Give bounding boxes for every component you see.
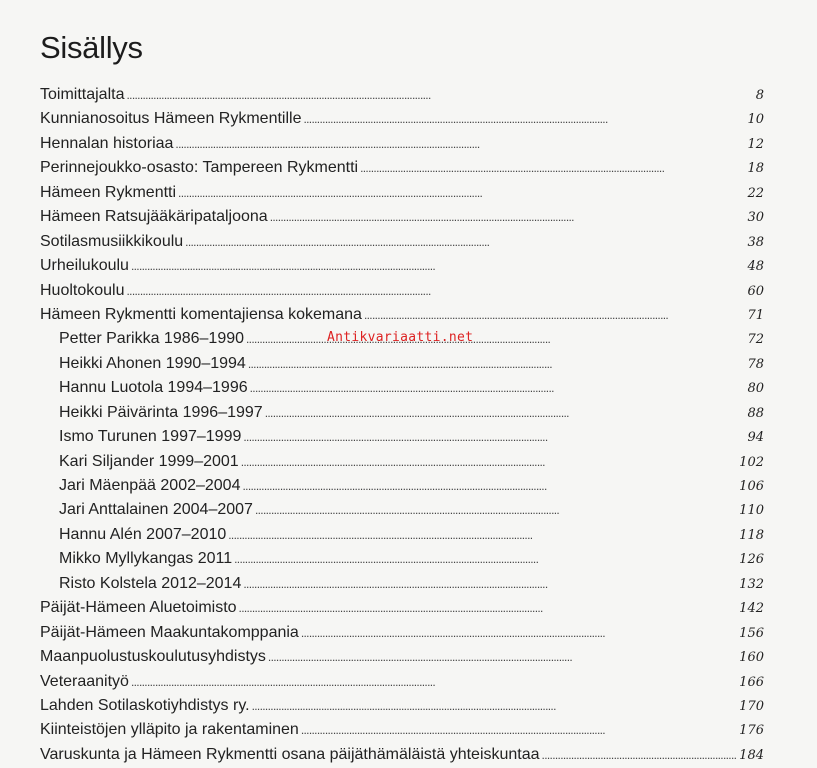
toc-entry-label: Sotilasmusiikkikoulu (40, 232, 184, 250)
toc-entry (40, 254, 764, 278)
toc-entry (40, 621, 764, 645)
toc-entry-page: 80 (747, 381, 764, 397)
toc-subentry (40, 352, 764, 376)
toc-entry (40, 205, 764, 229)
toc-entry-label: Päijät-Hämeen Maakuntakomppania (40, 623, 299, 641)
dot-leader (228, 523, 737, 547)
dot-leader (126, 83, 753, 107)
dot-leader (241, 450, 737, 474)
toc-entry-page: 88 (747, 405, 764, 421)
toc-entry-label: Kunnianosoitus Hämeen Rykmentille (40, 110, 302, 128)
dot-leader (131, 254, 746, 278)
dot-leader (301, 718, 737, 742)
toc-entry-page: 102 (739, 454, 764, 470)
toc-entry-page: 170 (739, 698, 764, 714)
toc-subentry (40, 425, 764, 449)
toc-entry-label: Kari Siljander 1999–2001 (59, 452, 239, 470)
dot-leader (303, 107, 745, 131)
dot-leader (542, 743, 738, 767)
toc-subentry (40, 498, 764, 522)
toc-entry-label: Urheilukoulu (40, 257, 129, 275)
toc-entry (40, 596, 764, 620)
toc-entry-label: Hämeen Ratsujääkäripataljoona (40, 208, 268, 226)
toc-entry-label: Hämeen Rykmentti (40, 183, 177, 201)
dot-leader (268, 645, 737, 669)
dot-leader (248, 352, 746, 376)
dot-leader (234, 547, 737, 571)
toc-entry-page: 10 (747, 112, 764, 128)
dot-leader (301, 621, 737, 645)
dot-leader (243, 425, 745, 449)
toc-entry-label: Päijät-Hämeen Aluetoimisto (40, 599, 237, 617)
dot-leader (185, 230, 745, 254)
toc-entry (40, 718, 764, 742)
toc-entry-page: 48 (747, 259, 764, 275)
toc-entry-label: Hämeen Rykmentti komentajiensa kokemana (40, 305, 362, 323)
toc-entry-page: 94 (747, 430, 764, 446)
dot-leader (270, 205, 746, 229)
toc-entry-label: Toimittajalta (40, 86, 125, 103)
toc-subentry (40, 401, 764, 425)
toc-subentry (40, 572, 764, 596)
toc-subentry (40, 376, 764, 400)
dot-leader (178, 181, 745, 205)
toc-entry-label: Huoltokoulu (40, 281, 125, 299)
toc-entry-label: Hennalan historiaa (40, 134, 174, 152)
toc-entry (40, 670, 764, 694)
page-title: Sisällys (40, 30, 143, 65)
toc-entry-page: 8 (755, 88, 764, 103)
dot-leader (252, 694, 738, 718)
toc-entry (40, 743, 764, 767)
dot-leader (265, 401, 746, 425)
toc-subentry (40, 523, 764, 547)
toc-entry-label: Mikko Myllykangas 2011 (59, 550, 233, 568)
toc-entry-page: 160 (739, 650, 764, 666)
toc-entry-label: Ismo Turunen 1997–1999 (59, 428, 242, 446)
toc-entry-page: 156 (739, 625, 764, 641)
toc-entry-page: 132 (739, 576, 764, 592)
toc-subentry (40, 547, 764, 571)
toc-entry-page: 78 (747, 356, 764, 372)
dot-leader (246, 327, 745, 351)
toc-entry-label: Lahden Sotilaskotiyhdistys ry. (40, 696, 250, 714)
toc-entry (40, 132, 764, 156)
dot-leader (250, 376, 746, 400)
toc-entry-label: Jari Mäenpää 2002–2004 (59, 477, 241, 494)
toc-entry (40, 645, 764, 669)
toc-entry-page: 126 (739, 552, 764, 568)
toc-entry (40, 303, 764, 327)
toc-subentry (40, 474, 764, 498)
watermark-text: Antikvariaatti.net (327, 330, 474, 345)
toc-entry-page: 176 (739, 723, 764, 739)
toc-entry-label: Jari Anttalainen 2004–2007 (59, 501, 253, 519)
toc-entry-page: 72 (747, 332, 764, 348)
toc-entry-label: Petter Parikka 1986–1990 (59, 330, 245, 348)
toc-entry (40, 156, 764, 180)
toc-entry-page: 166 (739, 674, 764, 690)
toc-entry-page: 71 (747, 307, 764, 323)
toc-entry (40, 279, 764, 303)
toc-subentry (40, 450, 764, 474)
toc-entry (40, 83, 764, 107)
toc-entry (40, 181, 764, 205)
toc-entry-label: Perinnejoukko-osasto: Tampereen Rykmentti (40, 159, 359, 177)
dot-leader (360, 156, 745, 180)
toc-entry-label: Risto Kolstela 2012–2014 (59, 574, 242, 592)
dot-leader (243, 572, 737, 596)
dot-leader (364, 303, 746, 327)
toc-entry-page: 60 (747, 283, 764, 299)
dot-leader (255, 498, 737, 522)
toc-entry-label: Veteraanityö (40, 672, 129, 690)
toc-entry (40, 230, 764, 254)
dot-leader (239, 596, 738, 620)
toc-entry-page: 118 (739, 527, 764, 543)
toc-entry-page: 106 (739, 479, 764, 494)
table-of-contents (40, 83, 764, 767)
toc-entry-label: Heikki Ahonen 1990–1994 (59, 354, 246, 372)
toc-entry-page: 184 (739, 747, 764, 763)
toc-entry-page: 30 (747, 210, 764, 226)
toc-entry-label: Kiinteistöjen ylläpito ja rakentaminen (40, 721, 299, 739)
toc-entry-page: 22 (747, 185, 764, 201)
toc-entry-label: Hannu Alén 2007–2010 (59, 525, 227, 543)
toc-entry-label: Maanpuolustuskoulutusyhdistys (40, 648, 266, 666)
toc-entry-page: 38 (747, 234, 764, 250)
dot-leader (175, 132, 745, 156)
toc-entry (40, 694, 764, 718)
dot-leader (131, 670, 737, 694)
toc-entry-label: Heikki Päivärinta 1996–1997 (59, 403, 263, 421)
toc-entry-page: 12 (747, 136, 764, 152)
toc-entry (40, 107, 764, 131)
toc-entry-label: Hannu Luotola 1994–1996 (59, 379, 248, 397)
toc-entry-page: 18 (747, 161, 764, 177)
dot-leader (242, 474, 737, 498)
dot-leader (127, 279, 746, 303)
toc-entry-page: 142 (739, 601, 764, 617)
toc-entry-label: Varuskunta ja Hämeen Rykmentti osana päijäthämäläistä yhteiskuntaa (40, 745, 540, 763)
toc-entry-page: 110 (739, 503, 764, 519)
